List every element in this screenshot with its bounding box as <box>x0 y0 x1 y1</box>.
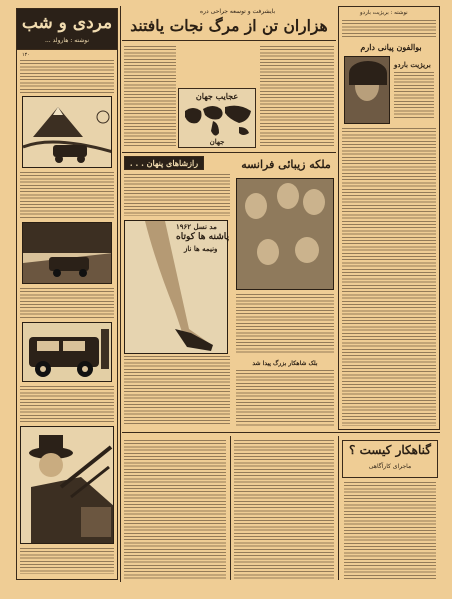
heels-headline-2: پاشنه ها کوتاه <box>176 232 229 242</box>
culprit-box <box>342 440 438 478</box>
serial-illustration-man-hat <box>20 426 114 544</box>
serial-text-4 <box>20 386 114 422</box>
bardot-quote: بوالفون پیانی دارم <box>360 42 422 52</box>
serial-illustration-road <box>22 222 112 284</box>
lower-col-2 <box>234 440 334 580</box>
serial-text-2 <box>20 172 114 218</box>
culprit-sub: ماجرای کارآگاهی <box>368 463 412 470</box>
heels-headline-3: ونیمه ها ناز <box>184 244 218 253</box>
queen-headline: ملکه زیبائی فرانسه <box>241 158 331 171</box>
secrets-headline-box <box>124 156 204 170</box>
map-subtitle: جهان <box>209 137 225 146</box>
man-with-hat-drawing <box>21 427 114 544</box>
main-story-text-left <box>124 46 176 146</box>
culprit-text <box>344 482 436 580</box>
road-car-drawing <box>23 223 112 284</box>
dolphin-headline: بلک شاهکار بزرگ پیدا شد <box>252 360 318 367</box>
mountain-car-drawing <box>23 97 112 168</box>
headline-kicker: بایشرفت و توسعه جراحی دره <box>200 8 276 15</box>
heels-headline-1: مد نسل ۱۹۶۲ <box>176 222 217 231</box>
lower-divider-1 <box>230 436 231 580</box>
lower-col-1 <box>124 440 226 580</box>
lower-rule <box>122 432 440 433</box>
headline-rule <box>122 40 336 41</box>
main-divider <box>120 6 121 582</box>
secrets-text <box>124 174 230 216</box>
serial-byline: نوشته : هارولد ... <box>44 37 90 44</box>
serial-illustration-mountain-car <box>22 96 112 168</box>
serial-text-5 <box>20 548 114 574</box>
serial-title: مردی و شب <box>21 13 113 33</box>
bardot-kicker: نوشته : بریژیت باردو <box>360 10 408 16</box>
map-box <box>178 88 256 148</box>
main-headline: هزاران تن از مرگ نجات یافتند <box>130 16 328 35</box>
dolphin-text <box>236 370 334 426</box>
main-story-rule <box>122 152 336 153</box>
queen-text <box>236 294 334 354</box>
queen-photo <box>236 178 334 290</box>
bardot-caption: بریژیت باردو <box>394 60 431 69</box>
serial-illustration-car <box>22 322 112 382</box>
serial-number: ۱۴۰ <box>22 52 31 58</box>
vintage-car-drawing <box>23 323 112 382</box>
heels-text <box>124 356 230 426</box>
serial-text-1 <box>20 60 114 94</box>
serial-title-box <box>16 8 118 50</box>
secrets-headline: رازشاهای پنهان . . . <box>129 158 199 168</box>
bardot-frame <box>338 6 440 430</box>
main-story-text-right <box>260 46 334 146</box>
serial-text-3 <box>20 288 114 318</box>
world-map-icon <box>179 101 256 141</box>
map-title: عجایب جهان <box>195 91 239 101</box>
lower-divider-2 <box>338 436 339 580</box>
culprit-headline: گناهکار کیست ؟ <box>349 443 431 457</box>
